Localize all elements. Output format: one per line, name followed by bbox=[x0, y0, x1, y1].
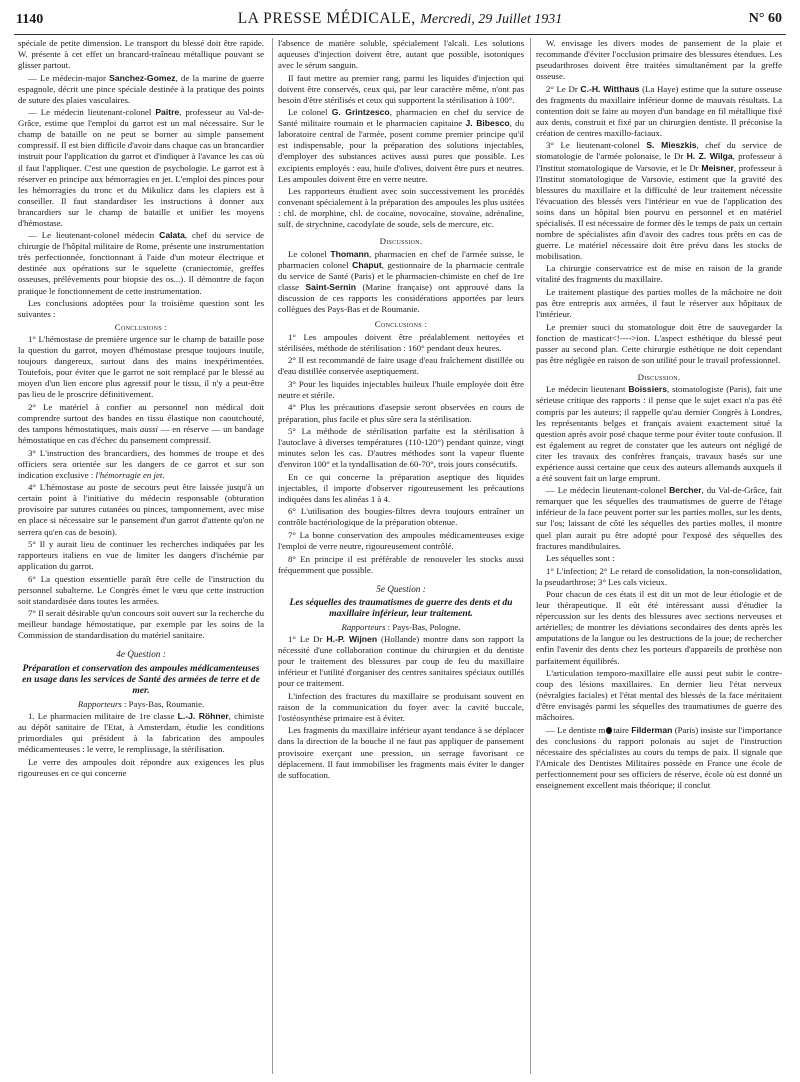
text: (La Haye) estime que la suture osseuse des fragments du maxillaire inférieur donne de mauvais résultats. La contention doit se faire au moyen d'un bandage en fil métallique fixé aux dents, construit et fixé par un chirurgien dentiste. Il préconise la création de centres maxillo-faciaux. bbox=[536, 83, 782, 138]
text: 1° Le Dr bbox=[288, 634, 323, 645]
person-name: Calata bbox=[159, 230, 185, 241]
person-name: Chaput bbox=[352, 259, 382, 270]
paragraph: W. envisage les divers modes de pansement de la plaie et recommande d'éviter l'occlusion primaire des blessures étendues. Les pseudarthroses doivent être traitées simultanément par la greffe osseuse. bbox=[536, 38, 782, 82]
person-name: L.-J. Röhner bbox=[177, 711, 229, 722]
person-name: G. Grintzesco bbox=[331, 107, 390, 118]
question-heading: 4e Question : bbox=[116, 649, 166, 660]
paragraph bbox=[18, 230, 264, 296]
person-name: Bercher bbox=[669, 485, 702, 496]
paragraph: Les rapporteurs étudient avec soin successivement les procédés convenant spécialement à la préparation des ampoules les plus usitées : chl. de morphine, chl. de cocaïne, novocaïne, stovaïne, adrénaline, sulf. de strychnine, cacodylate de soude, sels de mercure, etc. bbox=[278, 186, 524, 230]
paragraph: L'infection des fractures du maxillaire se produisant souvent en raison de la communication du foyer avec la cavité buccale, l'ostéosynthèse primaire est à éviter. bbox=[278, 690, 524, 723]
text: (Marine française) ont approuvé dans la discussion de ces rapports les considérations apportées par leurs collègues des Pays-Bas et de Roumanie. bbox=[278, 281, 524, 315]
text: , professeur à l'Institut stomatologique de Varsovie, et le Dr bbox=[536, 151, 782, 173]
text: — Le lieutenant-colonel médecin bbox=[28, 230, 155, 241]
paragraph: La chirurgie conservatrice est de mise en raison de la grande vitalité des fragments du maxillaire. bbox=[536, 263, 782, 285]
text: , gestionnaire de la pharmacie centrale du service de Santé (Paris) et le pharmacien-chimiste en chef de 1re classe bbox=[278, 259, 524, 292]
paragraph: Il faut mettre au premier rang, parmi les liquides d'injection qui doivent être conservés, ceux qui, par leur caractère même, n'ont pas besoin d'être stérilisés et ceux qui supportent la stérilisation à 100°. bbox=[278, 72, 524, 105]
text: 1. Le pharmacien militaire de 1re classe bbox=[28, 711, 175, 722]
person-name: Filderman bbox=[631, 724, 673, 735]
text: , du laboratoire central de l'armée, posent comme premier principe qu'il est indispensable, pour la préparation des solutions injectables, d'employer des substances actives aussi pures que possible. Les excipients employés : eau, huile d'olives, doivent être purs et neutres. Les ampoules doivent être en verre neutre. bbox=[278, 118, 524, 184]
paragraph: Le traitement plastique des parties molles de la mâchoire ne doit pas être entrepris aux armées, il faut le réserver aux hôpitaux de l'intérieur. bbox=[536, 287, 782, 320]
section-heading: Discussion. bbox=[637, 371, 681, 382]
text: Rapporteurs bbox=[341, 621, 386, 632]
text: , du Val-de-Grâce, fait remarquer que les séquelles des traumatismes de guerre de l'étage inférieur de la face peuvent porter sur les parties molles, sur les dents, sur l'os; laissant de côté les séquelles des parties molles, il montre quel plan aurait pu être adopté pour l'exposé des séquelles des fractures mandibulaires. bbox=[536, 485, 782, 551]
paragraph: Les fragments du maxillaire inférieur ayant tendance à se déplacer dans la direction de la bouche il ne faut pas appliquer de pansement provisoire exerçant une pression, un serrage favorisant ce déplacement. Il faut immobiliser les fragments mais éviter le danger de suffocation. bbox=[278, 725, 524, 780]
page-header bbox=[12, 8, 788, 32]
text: , professeur à l'Institut stomatologique de Varsovie, estiment que la gravité des blessures du maxillaire et la difficulté de leur traitement nécessite l'évacuation des blessés vers l'intérieur en vue de l'application des soins dans un hôpital bien pourvu en personnel et en matériel spécialisés. Il est nécessaire de former dès le temps de paix un certain nombre de spécialistes afin d'avoir des cadres tous prêts en cas de guerre. Le matériel nécessaire doit être prévu dans les stocks de mobilisation. bbox=[536, 162, 782, 261]
column-1 bbox=[18, 38, 264, 1074]
question-title: Les séquelles des traumatismes de guerre des dents et du maxillaire inférieur, leur traitement. bbox=[289, 596, 513, 620]
paragraph bbox=[278, 249, 524, 315]
person-name: H.-P. Wijnen bbox=[326, 634, 378, 645]
section-heading: Conclusions : bbox=[374, 319, 428, 330]
emphasis: l'hémorragie en jet. bbox=[95, 469, 165, 480]
paragraph bbox=[536, 485, 782, 551]
conclusion-item: 6° La question essentielle paraît être celle de l'instruction du personnel subalterne. Le Congrès émet le vœu que cette instruction soit standardisée dans toutes les armées. bbox=[18, 573, 264, 606]
masthead bbox=[12, 10, 788, 28]
person-name: Meisner bbox=[701, 162, 734, 173]
paragraph: Les conclusions adoptées pour la troisième question sont les suivantes : bbox=[18, 298, 264, 320]
text: (Hollande) montre dans son rapport la nécessité d'une collaboration continue du chirurgien et du dentiste pour le traitement des blessures par coup de feu du maxillaire inférieur et l'utilité d'organiser des centres sanitaires spéciaux outillés pour ce traitement. bbox=[278, 634, 524, 689]
text: Le colonel bbox=[288, 107, 328, 118]
text: (Paris) insiste sur l'importance des conclusions du rapport polonais au sujet de l'instruction nécessaire des spécialistes au cours du temps de paix. Il signale que l'Amicale des Dentistes Militaires possède en France une école de perfectionnement pour ses officiers de réserve, école où est donné un enseignement excellent mais théorique; il conclut bbox=[536, 724, 782, 791]
rapporteurs-line bbox=[18, 699, 264, 710]
text: , pharmacien en chef de l'armée suisse, le pharmacien colonel bbox=[278, 248, 524, 270]
page-number: 1140 bbox=[16, 12, 44, 27]
column-divider bbox=[530, 38, 531, 1074]
text: : Pays-Bas, Pologne. bbox=[385, 621, 461, 632]
paragraph: l'absence de matière soluble, spécialement l'alcali. Les solutions aqueuses d'injection doivent être, autant que possible, isotoniques avec le sérum sanguin. bbox=[278, 38, 524, 71]
paragraph: Le verre des ampoules doit répondre aux exigences les plus rigoureuses en ce qui concerne bbox=[18, 756, 264, 779]
section-heading: Conclusions : bbox=[114, 321, 168, 332]
conclusion-item: 2° Il est recommandé de faire usage d'eau fraîchement distillée ou d'eau distillée conservée aseptiquement. bbox=[278, 355, 524, 377]
text: Le médecin lieutenant bbox=[546, 384, 626, 395]
paragraph: Le premier souci du stomatologue doit être de sauvegarder la fonction de masticat<!---->ion. L'aspect esthétique du blessé peut passer au second plan. Cette chirurgie esthétique ne doit cependant pas être négligée en raison de son utilité pour le travail professionnel. bbox=[536, 321, 782, 365]
text: — Le médecin-major bbox=[28, 72, 106, 83]
text: Le colonel bbox=[288, 248, 327, 259]
emphasis: aussi bbox=[139, 424, 158, 435]
conclusion-item: 5° La méthode de stérilisation parfaite est la stérilisation à l'autoclave à diverses températures (110-120°) pendant quinze, vingt minutes selon les cas. D'autres méthodes sont la vapeur fluente d'environ 100° et la tyndallisation de 60-70°, trois jours consécutifs. bbox=[278, 426, 524, 470]
text: — Le dentiste m bbox=[546, 724, 606, 735]
conclusion-item: 3° Pour les liquides injectables huileux l'huile employée doit être neutre et stérile. bbox=[278, 378, 524, 400]
paragraph bbox=[536, 84, 782, 139]
paragraph: L'articulation temporo-maxillaire elle aussi peut subir le contre-coup des lésions maxillaires. En dernier lieu l'état nerveux (névralgies faciales) et l'état mental des blessés de la face méritaient d'être envisagés parmi les séquelles des traumatismes de guerre des mâchoires. bbox=[536, 668, 782, 723]
issue-date: Mercredi, 29 Juillet 1931 bbox=[420, 12, 563, 27]
conclusion-item: 5° Il y aurait lieu de continuer les recherches indiquées par les rapporteurs italiens en vue de limiter les dangers d'ischémie par application du garrot. bbox=[18, 539, 264, 572]
conclusion-item: 1° L'hémostase de première urgence sur le champ de bataille pose la question du garrot, moyen d'hémostase presque toujours inutile, toujours dangereux, surtout dans des mains inexpérimentées. Toutefois, pour éviter que le garrot ne soit remplacé par le blessé au moyen d'un lien encore plus agressif pour le tissu, il n'y a peut-être pas lieu de le proscrire définitivement. bbox=[18, 334, 264, 400]
text: , de la marine de guerre espagnole, décrit une pince spéciale destinée à la pratique des points de suture des plaies vasculaires. bbox=[18, 72, 264, 105]
paper-title: LA PRESSE MÉDICALE, bbox=[237, 10, 416, 27]
person-name: S. Mieszkis bbox=[646, 140, 697, 151]
question-title: Préparation et conservation des ampoules médicamenteuses en usage dans les services de Santé des armées de terre et de mer. bbox=[22, 662, 260, 697]
text: taire bbox=[613, 724, 629, 735]
text: , stomatologiste (Paris), fait une sérieuse critique des rapports : il pense que le sujet exact n'a pas été compris par les auteurs; il rappelle qu'au dernier Congrès à Londres, les représentants belges et français avaient exactement situé la question après avoir posé chaque terme pour éviter toute confusion. Il est également au regret de constater que les auteurs ont négligé de citer les travaux des confrères français, travaux basés sur une expérience aussi certaine que ceux des auteurs allemands auxquels il a été souvent fait un large emprunt. bbox=[536, 384, 782, 483]
conclusion-item: 7° Il serait désirable qu'un concours soit ouvert sur la recherche du meilleur bandage hémostatique, par exemple par les soins de la Commission de standardisation du matériel sanitaire. bbox=[18, 608, 264, 641]
paragraph bbox=[18, 73, 264, 106]
person-name: Sanchez-Gomez bbox=[109, 72, 176, 83]
paragraph bbox=[536, 384, 782, 483]
paragraph bbox=[18, 711, 264, 755]
text: , chef du service de chirurgie de l'hôpital militaire de Rome, présente une instrumentation très perfectionnée, fonctionnant à l'aide d'un moteur électrique et destinée aux opérations sur le squelette (craniectomie, greffes osseuses, prélèvements pour biopsie des os...). Il démontre de façon pratique le fonctionnement de cette instrumentation. bbox=[18, 230, 264, 296]
text: 2° Le Dr bbox=[546, 83, 578, 94]
paragraph bbox=[278, 107, 524, 184]
person-name: Boissiers bbox=[628, 384, 668, 395]
text: 2° Le matériel à confier au personnel non médical doit comprendre surtout des bandes en tissu élastique non caoutchouté, des tampons hémostatiques, mais bbox=[18, 402, 264, 435]
paragraph: 1° L'infection; 2° Le retard de consolidation, la non-consolidation, la pseudarthrose; 3° Les cals vicieux. bbox=[536, 565, 782, 587]
person-name: Thomann bbox=[330, 248, 369, 259]
paragraph bbox=[18, 107, 264, 229]
paragraph: spéciale de petite dimension. Le transport du blessé doit être rapide. W. présente à cet effet un brancard-traîneau métallique pouvant se glisser partout. bbox=[18, 38, 264, 71]
column-divider bbox=[272, 38, 273, 1074]
paragraph: Les séquelles sont : bbox=[546, 553, 615, 564]
rapporteurs-line bbox=[278, 622, 524, 633]
conclusion-item: 7° La bonne conservation des ampoules médicamenteuses exige l'emploi de verre neutre, rigoureusement contrôlé. bbox=[278, 529, 524, 552]
text: , chef du service de stomatologie de l'armée polonaise, le Dr bbox=[536, 140, 782, 162]
person-name: H. Z. Wilga bbox=[686, 151, 733, 162]
conclusion-item: 1° Les ampoules doivent être préalablement nettoyées et stérilisées, méthode de stérilisation : 160° pendant deux heures. bbox=[278, 331, 524, 353]
text: : Pays-Bas, Roumanie. bbox=[121, 698, 205, 709]
paragraph bbox=[536, 725, 782, 791]
column-2 bbox=[278, 38, 524, 1074]
text: — Le médecin lieutenant-colonel bbox=[546, 485, 667, 496]
person-name: J. Bibesco bbox=[465, 118, 510, 129]
text: — Le médecin lieutenant-colonel bbox=[28, 107, 152, 118]
person-name: Saint-Sernin bbox=[305, 281, 357, 292]
conclusion-item: En ce qui concerne la préparation aseptique des liquides injectables, il importe d'observer rigoureusement les précautions indiquées dans les alinéas 1 à 4. bbox=[278, 471, 524, 504]
paragraph: Pour chacun de ces états il est dit un mot de leur étiologie et de leur thérapeutique. Il eût été intéressant aussi d'étudier la répercussion sur les dents des blessures avec sections nerveuses et artérielles; de montrer les déviations secondaires des dents après les amputations de la langue ou les destructions de la joue; de rechercher enfin l'avenir des dents chez les porteurs d'appareils de prothèse non parfaitement équilibrés. bbox=[536, 589, 782, 666]
person-name: Paitre bbox=[155, 107, 180, 118]
conclusion-item: 4° Plus les précautions d'asepsie seront observées en cours de préparation, plus facile et plus sûre sera la stérilisation. bbox=[278, 402, 524, 424]
text: 3° L'instruction des brancardiers, des hommes de troupe et des officiers sera orientée sur les dangers de ce garrot et sur son indication exclusive : bbox=[18, 447, 264, 480]
column-3 bbox=[536, 38, 782, 1074]
text: , chimiste au dépôt sanitaire de l'Etat, à Amsterdam, étudie les conditions primordiales qui président à la fabrication des ampoules médicamenteuses : le verre, le remplissage, la stérilisation. bbox=[18, 711, 264, 755]
text: — en réserve — un bandage hémostatique en cas d'échec du pansement compressif. bbox=[18, 424, 264, 446]
conclusion-item bbox=[18, 448, 264, 481]
person-name: C.-H. Witthaus bbox=[580, 83, 640, 94]
conclusion-item bbox=[18, 402, 264, 446]
conclusion-item: 6° L'utilisation des bougies-filtres devra toujours entraîner un contrôle bactériologique de la préparation obtenue. bbox=[278, 506, 524, 528]
conclusion-item: 4° L'hémostase au poste de secours peut être laissée jusqu'à un certain point à l'initiative du médecin responsable (obturation provisoire par sutures cutanées ou pinces, tamponnement, avec mise en place si nécessaire sur le pansement d'un garrot d'attente qu'on ne serrera qu'en cas de besoin). bbox=[18, 482, 264, 537]
header-rule bbox=[14, 34, 786, 35]
conclusion-item: 8° En principe il est préférable de renouveler les stocks aussi fréquemment que possible. bbox=[278, 553, 524, 575]
paragraph bbox=[278, 634, 524, 689]
ink-blot-icon bbox=[606, 727, 612, 734]
issue-number: N° 60 bbox=[748, 11, 782, 26]
section-heading: Discussion. bbox=[379, 236, 423, 247]
paragraph bbox=[536, 140, 782, 262]
question-heading: 5e Question : bbox=[376, 583, 426, 594]
text: , professeur au Val-de-Grâce, estime que l'emploi du garrot est un mal nécessaire. Sur le champ de bataille on ne peut se borner au simple pansement compressif. Il est bien difficile d'avoir dans chaque cas un brancardier instruit pour l'application du garrot et d'indiquer à l'avance les cas où il faut l'appliquer. C'est une question de psychologie. Le garrot est à réserver en principe aux hémorragies en jet. L'emploi des pinces pour les hémorragies du tronc et du Mikulicz dans les clapiers est à conseiller. Il faut standardiser les instructions à donner aux brancardiers sur le champ de bataille et unifier les moyens d'hémostase. bbox=[18, 107, 264, 228]
text: , pharmacien en chef du service de Santé militaire roumain et le pharmacien capitaine bbox=[278, 107, 524, 129]
text: Rapporteurs bbox=[77, 698, 122, 709]
text: 3° Le lieutenant-colonel bbox=[546, 140, 640, 151]
